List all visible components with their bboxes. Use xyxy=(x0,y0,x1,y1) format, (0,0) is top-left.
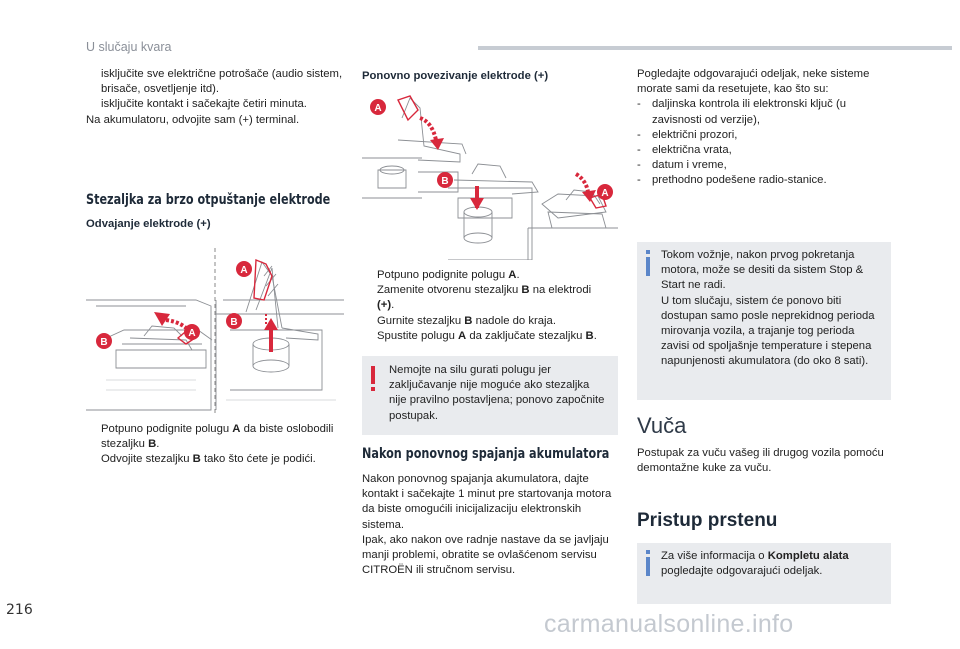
info-box-stop-start xyxy=(637,242,891,400)
warning-text: Nemojte na silu gurati polugu jer zaključavanje nije moguće ako stezaljka nije pravilno postavljena; ponovo započnite postupak. xyxy=(389,364,605,422)
list-item: - datum i vreme, xyxy=(637,159,727,172)
vuca-text: Postupak za vuču vašeg ili drugog vozila pomoću demontažne kuke za vuču. xyxy=(637,447,884,475)
callout-a-label: A xyxy=(188,328,196,339)
page-number: 216 xyxy=(6,602,33,618)
list-item: Potpuno podignite polugu A. xyxy=(377,269,520,281)
illustration-reconnect xyxy=(362,88,618,260)
col3-intro xyxy=(637,67,893,189)
col1-intro-text: Na akumulatoru, odvojite sam (+) terminal. xyxy=(86,113,300,126)
callout-a-label: A xyxy=(374,103,382,114)
subtitle-disconnect: Odvajanje elektrode (+) xyxy=(86,218,211,230)
callout-a-marker xyxy=(597,184,613,200)
callout-a-marker xyxy=(184,324,200,340)
callout-a-marker xyxy=(370,99,386,115)
col3-intro-text: Pogledajte odgovarajući odeljak, neke sisteme morate sami da resetujete, kao što su: xyxy=(637,68,870,96)
list-item: Spustite polugu A da zaključate stezaljku B. xyxy=(377,329,597,342)
info-toolkit-text: Za više informacija o Kompletu alata pogledajte odgovarajući odeljak. xyxy=(661,550,849,578)
col1-intro xyxy=(86,67,344,128)
callout-b-label: B xyxy=(100,337,108,348)
section-title-pristup: Pristup prstenu xyxy=(637,510,778,531)
warning-box xyxy=(362,356,618,435)
illustration-disconnect xyxy=(86,240,344,415)
callout-a-marker xyxy=(236,261,252,277)
list-item: Gurnite stezaljku B nadole do kraja. xyxy=(377,314,556,327)
col1-steps-list xyxy=(86,422,344,468)
callout-a-label: A xyxy=(240,265,248,276)
section-title-vuca: Vuča xyxy=(637,413,687,438)
section-title-after-reconnect: Nakon ponovnog spajanja akumulatora xyxy=(362,446,610,462)
col2-steps-list xyxy=(362,268,618,344)
list-item: - električni prozori, xyxy=(637,128,738,141)
list-item: isključite kontakt i sačekajte četiri minuta. xyxy=(101,98,307,111)
warning-exclamation-icon xyxy=(370,366,376,392)
list-item: - električna vrata, xyxy=(637,144,732,157)
section-title-quick-release: Stezaljka za brzo otpuštanje elektrode xyxy=(86,192,331,208)
col2-steps xyxy=(362,268,618,344)
list-item: isključite sve električne potrošače (audio sistem, brisače, osvetljenje itd). xyxy=(101,68,343,96)
list-item: Potpuno podignite polugu A da biste oslobodili stezaljku B. xyxy=(101,423,334,451)
callout-b-marker xyxy=(437,172,453,188)
callout-b-label: B xyxy=(441,176,449,187)
callout-b-marker xyxy=(226,313,242,329)
col1-steps xyxy=(86,422,344,468)
info-icon xyxy=(645,550,651,576)
header-rule xyxy=(478,46,952,50)
list-item: Odvojite stezaljku B tako što ćete je podići. xyxy=(101,453,316,466)
info-icon xyxy=(645,250,651,276)
watermark: carmanualsonline.info xyxy=(544,610,794,638)
subtitle-reconnect: Ponovno povezivanje elektrode (+) xyxy=(362,70,549,82)
info-stop-start-text: Tokom vožnje, nakon prvog pokretanja motora, može se desiti da sistem Stop & Start ne radi. U tom slučaju, sistem će ponovo biti dostupan samo posle neprekidnog perioda mirovanja vozila, a trajanje tog perioda zavisi od spoljašnje temperature i stepena napunjenosti akumulatora (do oko 8 sati). xyxy=(661,249,875,368)
reset-systems-list xyxy=(637,97,893,188)
list-item: Zamenite otvorenu stezaljku B na elektrodi (+). xyxy=(377,284,592,312)
list-item: - daljinska kontrola ili elektronski ključ (u zavisnosti od verzije), xyxy=(637,98,847,126)
callout-b-marker xyxy=(96,333,112,349)
callout-a-label: A xyxy=(601,188,609,199)
info-box-toolkit xyxy=(637,543,891,604)
callout-b-label: B xyxy=(230,317,238,328)
list-item: - prethodno podešene radio-stanice. xyxy=(637,174,827,187)
col1-intro-list xyxy=(86,67,344,113)
after-reconnect-body: Nakon ponovnog spajanja akumulatora, dajte kontakt i sačekajte 1 minut pre startovanja motora da biste omogućili inicijalizaciju elektronskih sistema. Ipak, ako nakon ove radnje nastave da se javljaju manji problemi, obratite se ovlašćenom servisu CITROËN ili stručnom servisu. xyxy=(362,473,612,577)
running-header: U slučaju kvara xyxy=(86,40,172,54)
